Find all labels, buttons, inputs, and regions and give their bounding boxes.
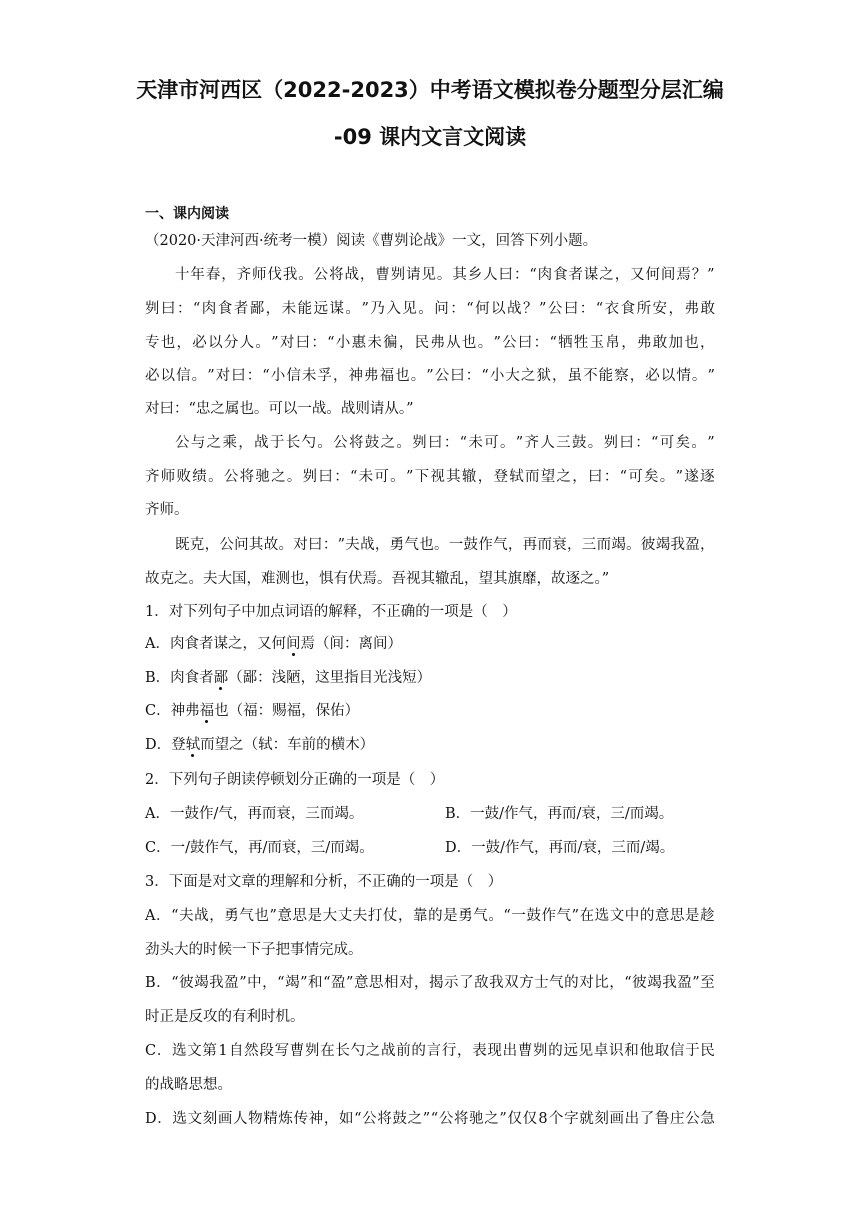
dotted-char: 福: [199, 703, 215, 719]
passage-line: 公 与 之 乘 ， 战 于 长 勺 。 公 将 鼓 之 。 刿 曰 ： “ 未 可 。 ” 齐 人 三 鼓 。 刿 曰 ： “ 可 矣 。 ”: [175, 435, 715, 451]
passage-line: 十 年 春 ， 齐 师 伐 我 。 公 将 战 ， 曹 刿 请 见 。 其 乡 人 曰 ： “ 肉 食 者 谋 之 ， 又 何 间 焉 ？ ”: [175, 267, 715, 283]
option-text: 也（福：赐福，保佑）: [214, 703, 360, 719]
question-3-option-b[interactable]: B ． “ 彼 竭 我 盈 ” 中 ， “ 竭 ” 和 “ 盈 ” 意 思 相 对 ， 揭 示 了 敌 我 双 方 士 气 的 对 比 ， “ 彼 竭 我 盈 ” 至: [145, 975, 715, 991]
question-1-option-b[interactable]: [145, 668, 431, 688]
passage-line: 故克之。夫大国，难测也，惧有伏焉。吾视其辙乱，望其旗靡，故逐之。”: [145, 571, 610, 587]
source-line: （2020·天津河西·统考一模）阅读《曹刿论战》一文，回答下列小题。: [145, 233, 598, 249]
question-3-option-a-cont: 劲头大的时候一下子把事情完成。: [145, 942, 363, 958]
question-2-option-c[interactable]: C．一/鼓作气，再/而衰，三/而竭。: [145, 840, 374, 856]
dotted-char: 间: [285, 636, 301, 652]
passage-line: 既 克 ， 公 问 其 故 。 对 曰 ： ” 夫 战 ， 勇 气 也 。 一 鼓 作 气 ， 再 而 衰 ， 三 而 竭 。 彼 竭 我 盈 ，: [175, 537, 715, 553]
question-2-option-d[interactable]: D．一鼓/作气，再而/衰，三而/竭。: [445, 840, 675, 856]
option-text: D．登: [145, 737, 186, 753]
question-3-option-b-cont: 时正是反攻的有利时机。: [145, 1009, 305, 1025]
option-text: 焉（间：离间）: [300, 636, 402, 652]
section-heading: 一、课内阅读: [145, 206, 229, 222]
passage-line: 对曰：“忠之属也。可以一战。战则请从。”: [145, 401, 414, 417]
dotted-char: 轼: [185, 737, 201, 753]
option-text: B．肉食者: [145, 670, 214, 686]
question-3-stem: 3．下面是对文章的理解和分析，不正确的一项是（ ）: [145, 874, 503, 890]
page-title: 天津市河西区（2022-2023）中考语文模拟卷分题型分层汇编: [136, 78, 724, 102]
question-2-option-b[interactable]: B．一鼓/作气，再而/衰，三/而竭。: [445, 806, 674, 822]
question-3-option-c[interactable]: C ． 选 文 第 1 自 然 段 写 曹 刿 在 长 勺 之 战 前 的 言 行 ， 表 现 出 曹 刿 的 远 见 卓 识 和 他 取 信 于 民: [145, 1043, 715, 1059]
passage-line: 必 以 信 。 ” 对 曰 ： “ 小 信 未 孚 ， 神 弗 福 也 。 ” 公 曰 ： “ 小 大 之 狱 ， 虽 不 能 察 ， 必 以 情 。 ”: [145, 368, 715, 384]
option-text: A．肉食者谋之，又何: [145, 636, 286, 652]
passage-line: 齐 师 败 绩 。 公 将 驰 之 。 刿 曰 ： “ 未 可 。 ” 下 视 其 辙 ， 登 轼 而 望 之 ， 曰 ： “ 可 矣 。 ” 遂 逐: [145, 469, 715, 485]
question-1-option-d[interactable]: [145, 735, 374, 755]
question-1-option-c[interactable]: [145, 701, 359, 721]
question-2-option-a[interactable]: A．一鼓作/气，再而衰，三而竭。: [145, 806, 364, 822]
option-text: （鄙：浅陋，这里指目光浅短）: [228, 670, 432, 686]
question-1-stem: 1．对下列句子中加点词语的解释，不正确的一项是（ ）: [145, 604, 517, 620]
question-3-option-c-cont: 的战略思想。: [145, 1077, 232, 1093]
question-1-option-a[interactable]: [145, 634, 402, 654]
passage-line: 刿 曰 ： “ 肉 食 者 鄙 ， 未 能 远 谋 。 ” 乃 入 见 。 问 ： “ 何 以 战 ？ ” 公 曰 ： “ 衣 食 所 安 ， 弗 敢: [145, 301, 715, 317]
passage-line: 专 也 ， 必 以 分 人 。 ” 对 曰 ： “ 小 惠 未 徧 ， 民 弗 从 也 。 ” 公 曰 ： “ 牺 牲 玉 帛 ， 弗 敢 加 也 ，: [145, 335, 715, 351]
question-3-option-a[interactable]: A ． “ 夫 战 ， 勇 气 也 ” 意 思 是 大 丈 夫 打 仗 ， 靠 的 是 勇 气 。 “ 一 鼓 作 气 ” 在 选 文 中 的 意 思 是 趁: [145, 908, 715, 924]
passage-line: 齐师。: [145, 502, 189, 518]
option-text: C．神弗: [145, 703, 200, 719]
option-text: 而望之（轼：车前的横木）: [200, 737, 375, 753]
question-3-option-d[interactable]: D ． 选 文 刻 画 人 物 精 炼 传 神 ， 如 “ 公 将 鼓 之 ” “ 公 将 驰 之 ” 仅 仅 8 个 字 就 刻 画 出 了 鲁 庄 公 急: [145, 1111, 715, 1127]
question-2-stem: 2．下列句子朗读停顿划分正确的一项是（ ）: [145, 772, 445, 788]
dotted-char: 鄙: [213, 670, 229, 686]
page-subtitle: -09 课内文言文阅读: [333, 125, 527, 149]
